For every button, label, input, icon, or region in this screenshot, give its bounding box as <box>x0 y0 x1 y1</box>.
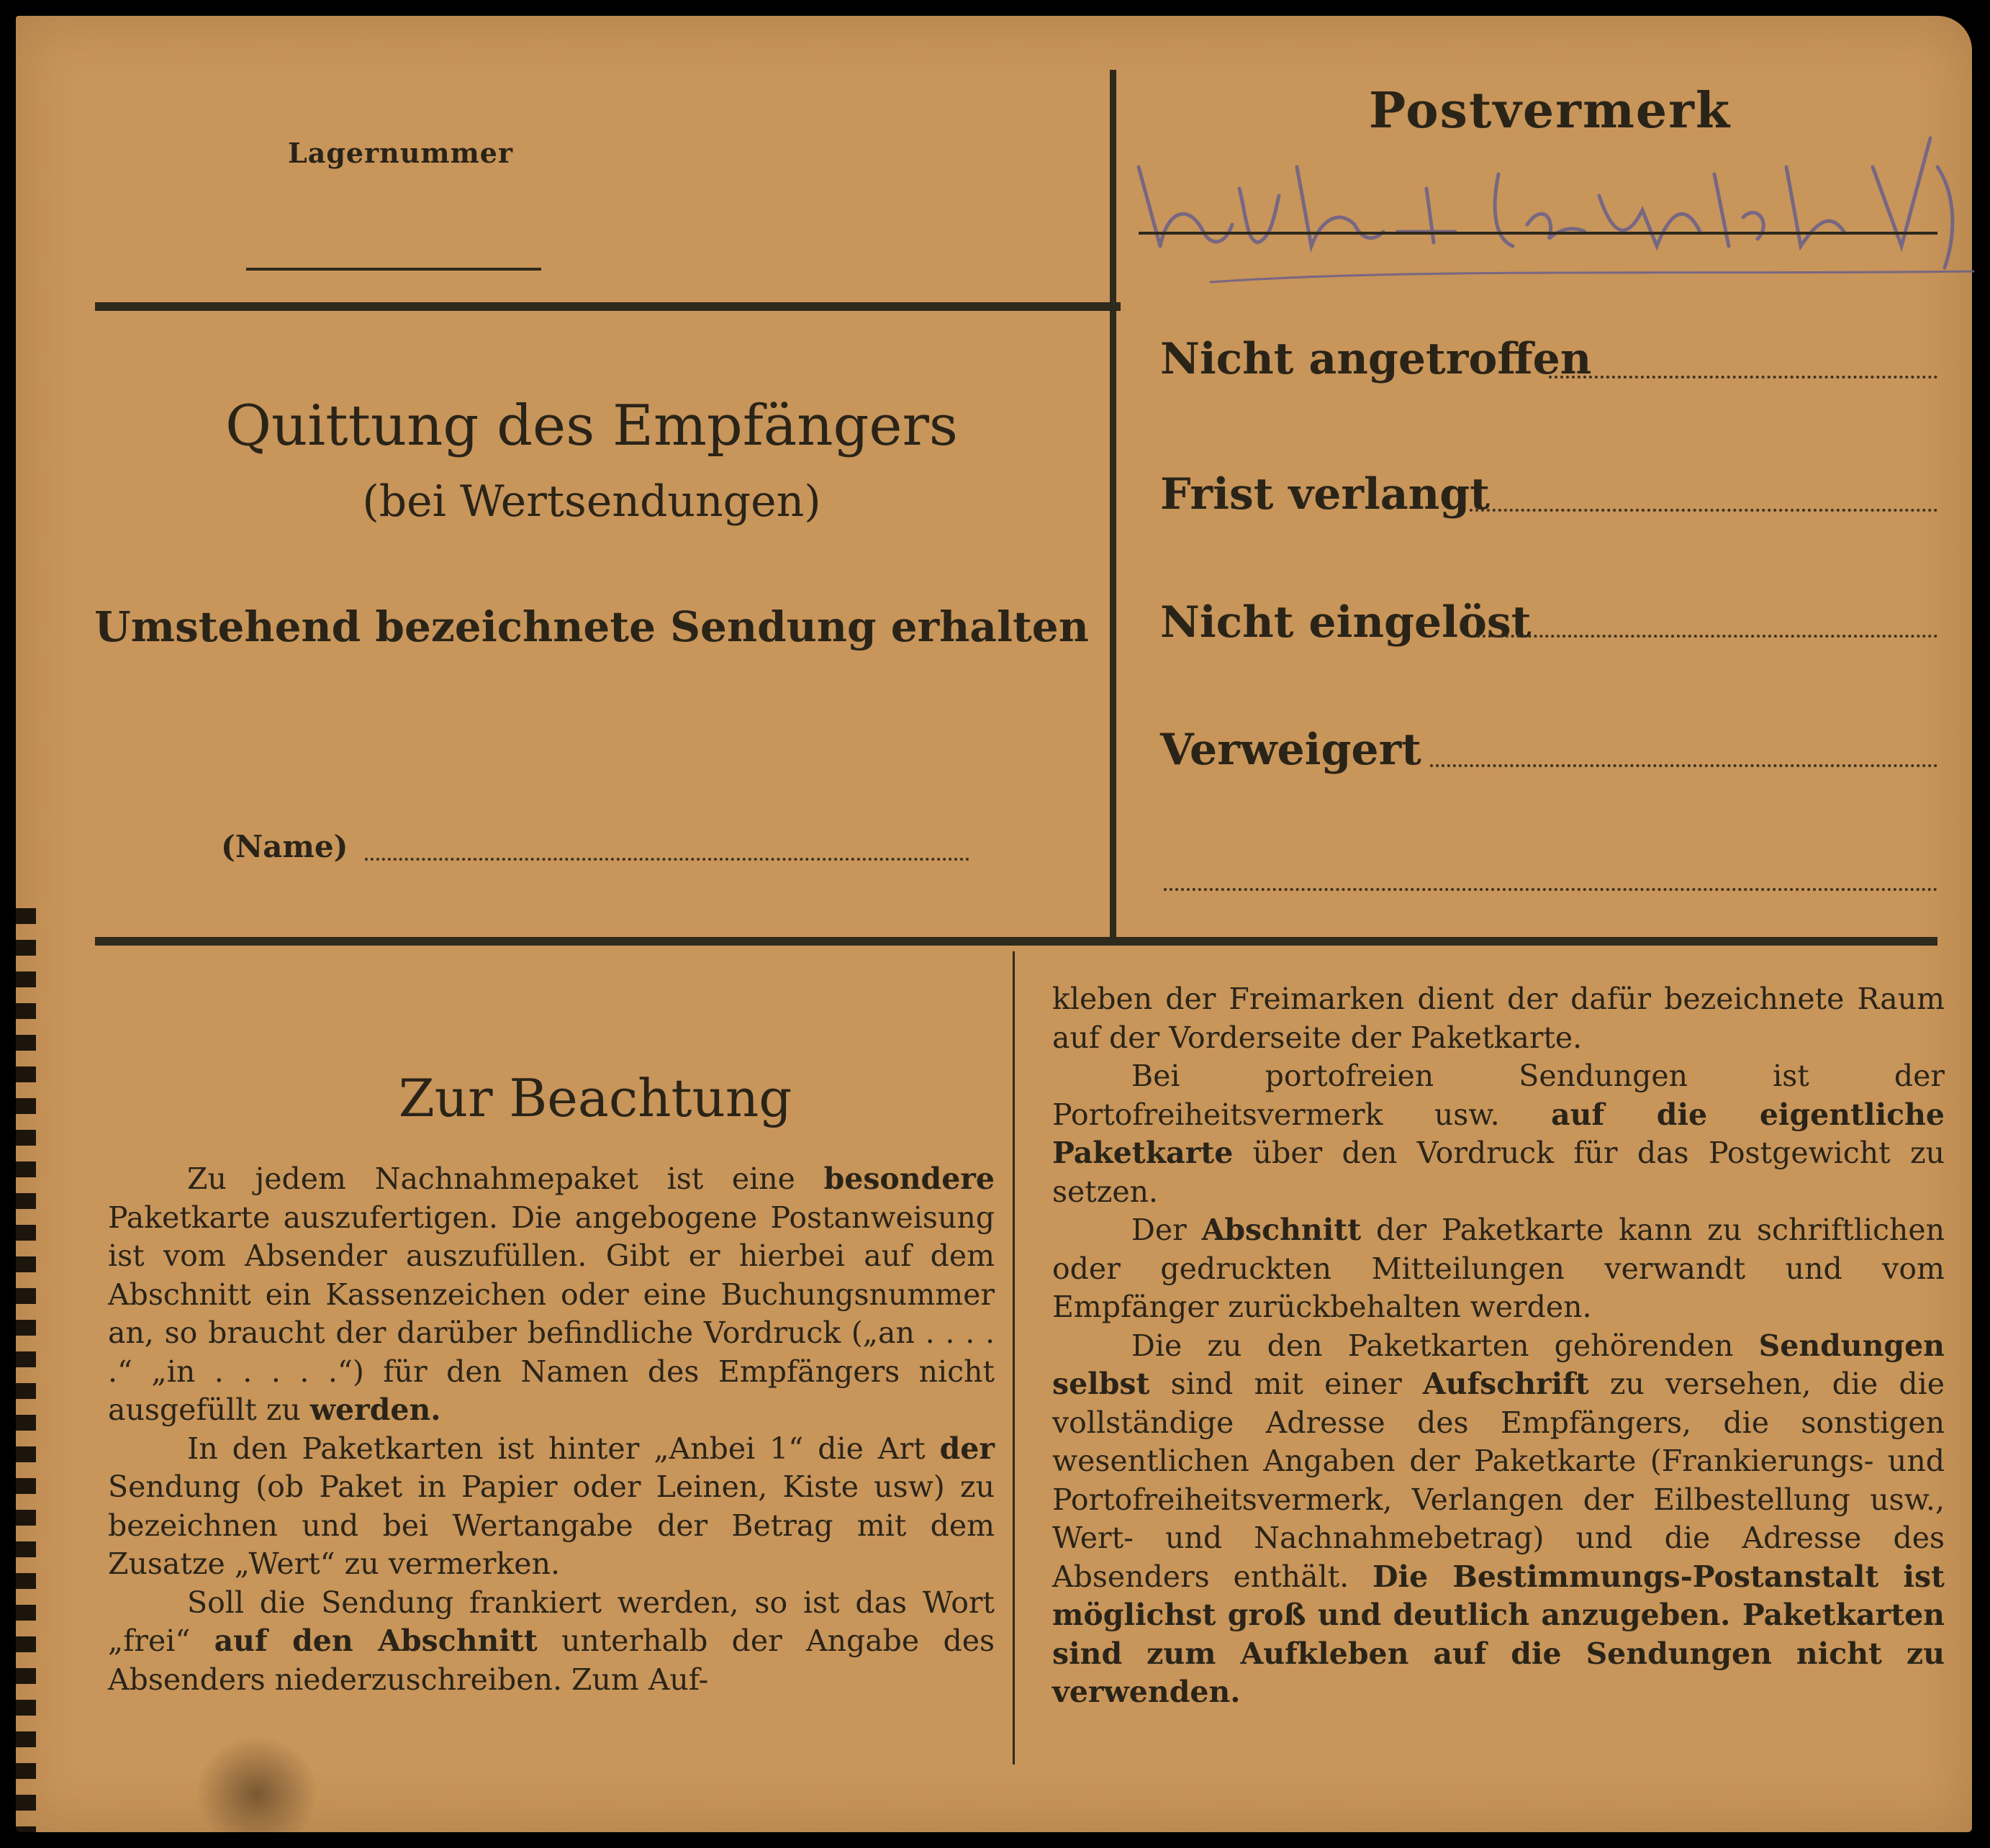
horizontal-rule-middle <box>95 937 1937 946</box>
vertical-divider-top <box>1110 70 1116 944</box>
field-blank-line <box>1164 888 1937 891</box>
text-run-bold: Die Bestimmungs-Postanstalt ist möglichst groß und deutlich anzugeben. Paketkarten sind zum Aufkleben auf die Sendungen nicht zu verwenden. <box>1052 1559 1945 1709</box>
postvermerk-title: Postvermerk <box>1369 82 1732 140</box>
beachtung-title: Zur Beachtung <box>398 1068 792 1128</box>
text-run: der Paketkarte kann zu schriftlichen oder gedruckten Mitteilungen verwandt und vom Empfänger zurückbehalten werden. <box>1052 1213 1945 1324</box>
text-run: kleben der Freimarken dient der dafür bezeichnete Raum auf der Vorderseite der Paketkarte. <box>1052 982 1945 1055</box>
lagernummer-label: Lagernummer <box>288 137 513 169</box>
text-run-bold: werden. <box>309 1392 441 1427</box>
beachtung-right-paragraph-3 <box>1052 1211 1945 1327</box>
text-run: Paketkarte auszufertigen. Die angebogene Postanweisung ist vom Absender auszufüllen. Gibt er hierbei auf dem Abschnitt ein Kassenzeichen oder eine Buchungsnummer an, so braucht der darüber befindliche Vordruck („an . . . . .“ „in . . . . .“) für den Namen des Empfängers nicht ausgefüllt zu <box>108 1200 995 1427</box>
text-run-bold: Aufschrift <box>1422 1367 1589 1401</box>
lagernummer-line <box>246 268 541 271</box>
name-dotted-line <box>365 858 969 861</box>
text-run: unterhalb der Angabe des Absenders niederzuschreiben. Zum Auf- <box>108 1623 995 1697</box>
quittung-subtitle: (bei Wertsendungen) <box>362 476 821 527</box>
field-nicht-eingeloest: Nicht eingelöst <box>1160 597 1532 648</box>
text-run: über den Vordruck für das Postgewicht zu setzen. <box>1052 1136 1945 1209</box>
text-run: Bei portofreien Sendungen ist der Portofreiheitsvermerk usw. <box>1052 1059 1945 1132</box>
beachtung-left-paragraph-1 <box>108 1160 995 1430</box>
stain-mark <box>196 1736 318 1832</box>
signature-underline <box>1139 232 1937 235</box>
text-run: In den Paketkarten ist hinter „Anbei 1“ die Art <box>187 1431 940 1466</box>
field-verweigert-line <box>1430 764 1937 767</box>
text-run-bold: der <box>939 1431 995 1466</box>
quittung-statement: Umstehend bezeichnete Sendung erhalten <box>94 602 1089 651</box>
field-nicht-angetroffen: Nicht angetroffen <box>1160 334 1592 384</box>
beachtung-right-column <box>1052 980 1945 1712</box>
field-nicht-angetroffen-line <box>1549 376 1937 379</box>
text-run: Soll die Sendung frankiert werden, so ist das Wort „frei“ <box>108 1585 995 1658</box>
name-label: (Name) <box>221 829 348 864</box>
quittung-title: Quittung des Empfängers <box>225 394 958 458</box>
beachtung-right-paragraph-4 <box>1052 1327 1945 1712</box>
field-nicht-eingeloest-line <box>1477 635 1937 638</box>
field-frist-verlangt: Frist verlangt <box>1160 469 1490 520</box>
text-run-bold: auf den Abschnitt <box>214 1623 538 1658</box>
field-frist-verlangt-line <box>1470 509 1937 512</box>
text-run: Zu jedem Nachnahmepaket ist eine <box>187 1161 824 1196</box>
text-run-bold: Sendungen selbst <box>1052 1328 1945 1401</box>
beachtung-left-paragraph-3 <box>108 1584 995 1700</box>
parcel-card-back <box>16 16 1972 1832</box>
text-run: Die zu den Paketkarten gehörenden <box>1131 1328 1759 1363</box>
beachtung-right-paragraph-2 <box>1052 1057 1945 1211</box>
text-run: zu versehen, die die vollständige Adresse des Empfängers, die sonstigen wesentlichen Angaben der Paketkarte (Frankierungs- und Portofreiheitsvermerk, Verlangen der Eilbestellung usw., Wert- und Nachnahmebetrag) und die Adresse des Absenders enthält. <box>1052 1367 1945 1594</box>
horizontal-rule-upper <box>95 302 1121 311</box>
beachtung-right-paragraph-1 <box>1052 980 1945 1057</box>
text-run-bold: Abschnitt <box>1201 1213 1362 1247</box>
text-run-bold: auf die eigentliche Paketkarte <box>1052 1097 1945 1170</box>
text-run: Sendung (ob Paket in Papier oder Leinen, Kiste usw) zu bezeichnen und bei Wertangabe der Betrag mit dem Zusatze „Wert“ zu vermerken. <box>108 1469 995 1581</box>
text-run: Der <box>1131 1213 1202 1247</box>
field-verweigert: Verweigert <box>1160 725 1421 775</box>
text-run: sind mit einer <box>1149 1367 1423 1401</box>
beachtung-left-paragraph-2 <box>108 1430 995 1584</box>
text-run-bold: besondere <box>823 1161 995 1196</box>
beachtung-left-column <box>108 1160 995 1699</box>
pencil-signature <box>1124 124 1988 289</box>
